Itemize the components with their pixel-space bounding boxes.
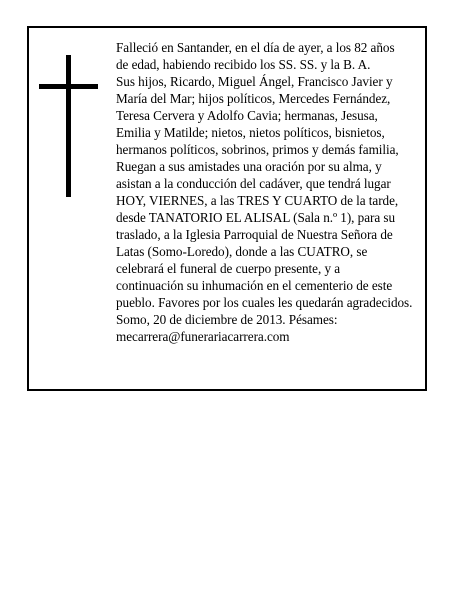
obituary-line: de edad, habiendo recibido los SS. SS. y la B. A. xyxy=(116,57,371,72)
obituary-line: Emilia y Matilde; nietos, nietos políticos, bisnietos, xyxy=(116,125,385,140)
cross-vertical-bar xyxy=(66,55,71,197)
cross-horizontal-bar xyxy=(39,84,98,89)
obituary-line: hermanos políticos, sobrinos, primos y demás familia, xyxy=(116,142,399,157)
obituary-line: traslado, a la Iglesia Parroquial de Nuestra Señora de xyxy=(116,227,393,242)
obituary-notice xyxy=(27,26,427,391)
obituary-line: María del Mar; hijos políticos, Mercedes Fernández, xyxy=(116,91,391,106)
obituary-line: Ruegan a sus amistades una oración por su alma, y xyxy=(116,159,382,174)
obituary-line: celebrará el funeral de cuerpo presente, y a xyxy=(116,261,341,276)
obituary-line: asistan a la conducción del cadáver, que tendrá lugar xyxy=(116,176,391,191)
obituary-line: Somo, 20 de diciembre de 2013. Pésames: xyxy=(116,312,338,327)
obituary-line: desde TANATORIO EL ALISAL (Sala n.º 1), para su xyxy=(116,210,396,225)
obituary-line: Teresa Cervera y Adolfo Cavia; hermanas, Jesusa, xyxy=(116,108,378,123)
obituary-line: Latas (Somo-Loredo), donde a las CUATRO, se xyxy=(116,244,368,259)
obituary-line: Falleció en Santander, en el día de ayer, a los 82 años xyxy=(116,40,395,55)
obituary-line: pueblo. Favores por los cuales les quedarán agradecidos. xyxy=(116,295,413,310)
obituary-text xyxy=(116,39,428,345)
obituary-line: HOY, VIERNES, a las TRES Y CUARTO de la tarde, xyxy=(116,193,399,208)
obituary-line: Sus hijos, Ricardo, Miguel Ángel, Francisco Javier y xyxy=(116,74,393,89)
obituary-line: continuación su inhumación en el cementerio de este xyxy=(116,278,393,293)
contact-email: mecarrera@funerariacarrera.com xyxy=(116,329,290,344)
